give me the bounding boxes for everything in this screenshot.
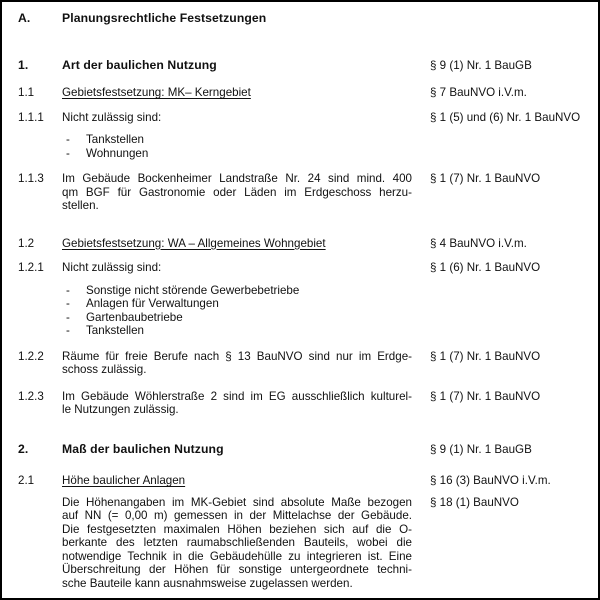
bullet-item [66, 284, 412, 298]
bullet-item [66, 133, 412, 147]
legal-reference: § 1 (7) Nr. 1 BauNVO [430, 349, 541, 363]
section-1-1-3-row [18, 172, 584, 213]
legal-reference: § 1 (5) und (6) Nr. 1 BauNVO [430, 110, 581, 124]
bullet-item [66, 324, 412, 338]
legal-reference: § 18 (1) BauNVO [430, 495, 519, 509]
section-1-2-2-row [18, 350, 584, 377]
section-paragraph [62, 350, 412, 377]
section-paragraph [62, 496, 412, 591]
section-paragraph [62, 390, 412, 417]
legal-reference: § 1 (7) Nr. 1 BauNVO [430, 389, 541, 403]
legal-reference: § 1 (6) Nr. 1 BauNVO [430, 261, 541, 274]
text-line: auf NN (= 0,00 m) gemessen in der Mittelachse der Gebäude. [62, 509, 412, 522]
section-2-1-row [18, 474, 584, 488]
text-line: berkante des letzten raumabschließenden Bauteils, wobei die [62, 536, 412, 549]
section-1-1-1-row [18, 111, 584, 125]
text-line: Räume für freie Berufe nach § 13 BauNVO sind nur im Erdge- [62, 349, 412, 363]
legal-reference: § 1 (7) Nr. 1 BauNVO [430, 172, 541, 185]
section-1-2-3-row [18, 390, 584, 417]
heading-a-row [18, 12, 584, 26]
bullet-marker: - [66, 133, 70, 146]
section-2-1-paragraph-row [18, 496, 584, 591]
section-number: 1.2.3 [18, 389, 44, 403]
section-title: Gebietsfestsetzung: MK– Kerngebiet [62, 86, 251, 99]
legal-reference: § 7 BauNVO i.V.m. [430, 86, 527, 99]
bullet-item [66, 147, 412, 161]
text-line: Die Höhenangaben im MK-Gebiet sind absolute Maße bezogen [62, 495, 412, 509]
section-2-row [18, 443, 584, 457]
section-number: 1.2 [18, 236, 35, 250]
page-title: Planungsrechtliche Festsetzungen [62, 11, 267, 25]
text-line: schoss zulässig. [62, 363, 147, 376]
bullet-text: Anlagen für Verwaltungen [86, 297, 219, 310]
bullet-text: Tankstellen [86, 324, 145, 337]
bullet-text: Gartenbaubetriebe [86, 310, 183, 324]
section-text: Nicht zulässig sind: [62, 261, 162, 274]
section-title: Art der baulichen Nutzung [62, 57, 217, 72]
section-number: 2. [18, 441, 29, 456]
bullet-list [62, 133, 412, 160]
section-number: 1.1.3 [18, 172, 44, 185]
section-title: Maß der baulichen Nutzung [62, 441, 224, 456]
section-number: 1. [18, 57, 29, 72]
text-line: stellen. [62, 199, 99, 212]
legal-reference: § 4 BauNVO i.V.m. [430, 236, 527, 250]
section-1-1-1-bullets-row [18, 133, 584, 160]
section-text: Nicht zulässig sind: [62, 110, 162, 124]
text-line: notwendige Technik in die Gebäudehülle zu integrieren ist. Eine [62, 549, 412, 563]
bullet-text: Tankstellen [86, 133, 145, 146]
section-1-2-1-row [18, 261, 584, 275]
bullet-list [62, 284, 412, 338]
section-number: 1.2.2 [18, 349, 44, 363]
text-line: Die festgesetzten maximalen Höhen beziehen sich auf die O- [62, 522, 412, 536]
bullet-marker: - [66, 324, 70, 337]
bullet-marker: - [66, 297, 70, 310]
bullet-marker: - [66, 310, 70, 324]
section-number: 2.1 [18, 474, 35, 487]
text-line: le Nutzungen zulässig. [62, 403, 179, 416]
section-1-2-1-bullets-row [18, 284, 584, 338]
text-line: Im Gebäude Wöhlerstraße 2 sind im EG ausschließlich kulturel- [62, 389, 412, 403]
text-line: sche Bauteile kann ausnahmsweise zugelassen werden. [62, 576, 353, 590]
section-number: 1.1 [18, 86, 35, 99]
section-title: Gebietsfestsetzung: WA – Allgemeines Wohngebiet [62, 236, 326, 250]
section-number: 1.1.1 [18, 110, 44, 124]
section-1-row [18, 59, 584, 73]
text-line: qm BGF für Gastronomie oder Läden im Erdgeschoss herzu- [62, 185, 412, 199]
text-line: Im Gebäude Bockenheimer Landstraße Nr. 24 sind mind. 400 [62, 172, 412, 185]
bullet-item [66, 311, 412, 325]
section-1-1-row [18, 86, 584, 100]
section-number: A. [18, 11, 31, 25]
legal-reference: § 9 (1) Nr. 1 BauGB [430, 58, 532, 72]
bullet-text: Wohnungen [86, 146, 149, 160]
text-line: Überschreitung der Höhen für sonstige untergeordnete techni- [62, 563, 412, 576]
section-paragraph [62, 172, 412, 213]
legal-reference: § 16 (3) BauNVO i.V.m. [430, 474, 551, 487]
bullet-marker: - [66, 146, 70, 160]
legal-reference: § 9 (1) Nr. 1 BauGB [430, 442, 532, 456]
bullet-marker: - [66, 283, 70, 297]
bullet-item [66, 297, 412, 311]
section-title: Höhe baulicher Anlagen [62, 474, 186, 487]
section-1-2-row [18, 237, 584, 251]
section-number: 1.2.1 [18, 261, 44, 274]
bullet-text: Sonstige nicht störende Gewerbebetriebe [86, 283, 300, 297]
